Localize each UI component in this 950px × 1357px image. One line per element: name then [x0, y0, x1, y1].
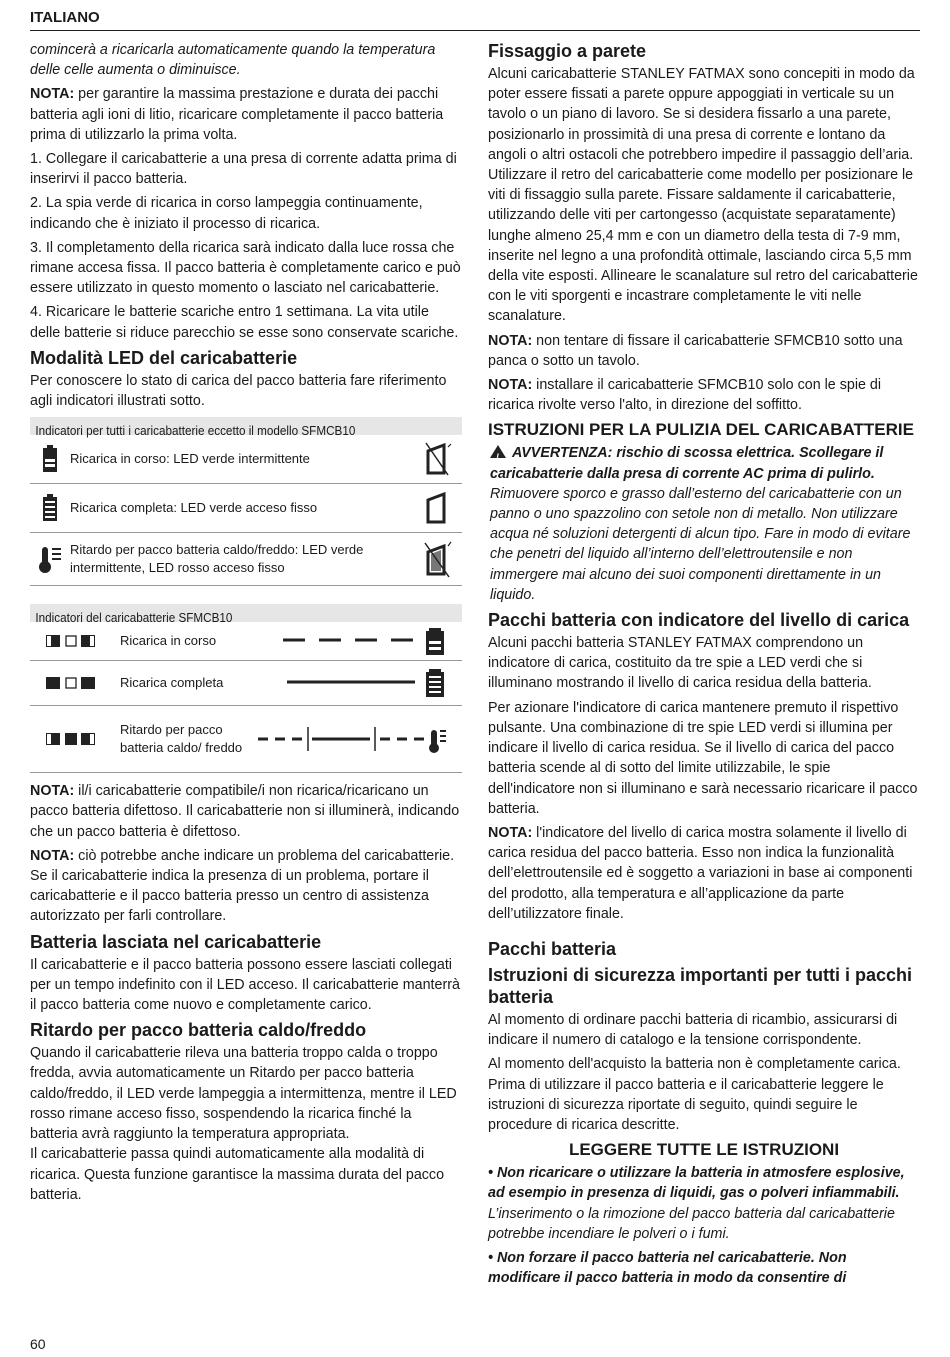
note-paragraph	[30, 781, 462, 842]
battery-charging-icon	[30, 445, 70, 473]
note-paragraph	[488, 375, 920, 415]
battery-full-icon	[30, 494, 70, 522]
note-text: ciò potrebbe anche indicare un problema del caricabatterie. Se il caricabatterie indica la presenza di un problema, portare il caricabatterie e il pacco batteria presso un centro di assistenza autorizzato per farli controllare.	[30, 847, 455, 925]
fuel-paragraph-1: Alcuni pacchi batteria STANLEY FATMAX comprendono un indicatore di carica, costituito da tre spie a LED verdi che si illuminano mostrando il livello di carica residua della batteria.	[488, 635, 872, 692]
warning-text: Rimuovere sporco e grasso dall’esterno del caricabatterie con un panno o uno spazzolino con setole non di metallo. Non utilizzare acqua né soluzioni detergenti di alcun tipo. Fare in modo di evitare che penetri del liquido all’interno dell’elettroutensile e non immergere mai alcuno dei suoi componenti direttamente in un liquido.	[490, 485, 911, 603]
row-label: Ricarica completa: LED verde acceso fisso	[70, 500, 318, 516]
right-column	[488, 40, 920, 1292]
note-label: NOTA:	[30, 783, 75, 800]
step-2: 2. La spia verde di ricarica in corso lampeggia continuamente, indicando che è iniziato il processo di ricarica.	[30, 195, 423, 232]
charger-blinking-icon	[412, 441, 462, 477]
note-label: NOTA:	[30, 847, 75, 864]
note-label: NOTA:	[30, 86, 75, 103]
purchase-paragraph: Al momento dell'acquisto la batteria non è completamente carica. Prima di utilizzare il pacco batteria e il caricabatterie leggere le istruzioni di sicurezza riportate di seguito, quindi seguire le procedure di ricarica descritte.	[488, 1056, 901, 1133]
row-label: Ricarica completa	[120, 675, 224, 691]
section-heading-cleaning: ISTRUZIONI PER LA PULIZIA DEL CARICABATTERIE	[488, 420, 914, 440]
fuel-paragraph-2: Per azionare l'indicatore di carica mantenere premuto il rispettivo pulsante. Una combinazione di tre spie LED verdi si illumina per indicare il livello di carica residua. Se il livello di carica del pacco batteria scende al di sotto del limite utilizzabile, le spie dell'indicatore non si illuminano e sarà necessario ricaricare il pacco batteria.	[488, 699, 918, 817]
step-1: 1. Collegare il caricabatterie a una presa di corrente adatta prima di inserirvi il pacco batteria.	[30, 151, 457, 188]
table-row	[30, 484, 462, 533]
led-lights-icon	[30, 675, 120, 691]
led-lights-icon	[30, 633, 120, 649]
led-paragraph: Per conoscere lo stato di carica del pacco batteria fare riferimento agli indicatori illustrati sotto.	[30, 372, 447, 410]
led-table-general	[30, 417, 462, 586]
table-row	[30, 706, 462, 773]
table-header: Indicatori del caricabatterie SFMCB10	[30, 604, 462, 622]
led-lights-icon	[30, 731, 120, 747]
note-text: per garantire la massima prestazione e durata dei pacchi batteria agli ioni di litio, ricaricare completamente il pacco batteria prima di utilizzarlo la prima volta.	[30, 86, 444, 143]
note-label: NOTA:	[488, 824, 533, 841]
step-3: 3. Il completamento della ricarica sarà indicato dalla luce rossa che rimane accesa fissa. Il pacco batteria è completamente carico e può essere utilizzato in questo momento o lasciato nel caricabatterie.	[30, 239, 461, 297]
bullet-item	[488, 1248, 920, 1288]
page-header	[30, 8, 920, 31]
row-label: Ricarica in corso	[120, 633, 217, 649]
table-row	[30, 435, 462, 484]
page-number: 60	[30, 1336, 46, 1352]
section-heading-read-all: LEGGERE TUTTE LE ISTRUZIONI	[568, 1140, 840, 1160]
note-text: l'indicatore del livello di carica mostra solamente il livello di carica residua del pacco batteria. Esso non indica la funzionalità dell’elettroutensile ed è soggetto a variazioni in base ai componenti del prodotto, alla temperatura e all’applicazione da parte dell’utilizzatore finale.	[488, 824, 913, 922]
section-heading-safety: Istruzioni di sicurezza importanti per tutti i pacchi batteria	[488, 964, 913, 1007]
language-label: ITALIANO	[30, 9, 100, 26]
bullet-label: • Non ricaricare o utilizzare la batteria in atmosfere esplosive, ad esempio in presenza di liquidi, gas o polveri infiammabili.	[488, 1165, 905, 1202]
blinking-pattern-icon	[250, 627, 462, 655]
delay-paragraph-2: Il caricabatterie passa quindi automaticamente alla modalità di ricarica. Questa funzione garantisce la massima durata del pacco batteria.	[30, 1146, 445, 1203]
order-paragraph: Al momento di ordinare pacchi batteria di ricambio, assicurarsi di indicare il numero di catalogo e la tensione corrispondente.	[488, 1011, 898, 1049]
note-paragraph	[30, 84, 462, 145]
warning-icon	[490, 445, 506, 458]
bullet-label: • Non forzare il pacco batteria nel caricabatterie. Non modificare il pacco batteria in modo da consentire di	[488, 1249, 847, 1287]
left-column	[30, 40, 462, 1209]
note-text: il/i caricabatterie compatibile/i non ricarica/ricaricano un pacco batteria difettoso. Il caricabatterie non si illuminerà, indicando che un pacco batteria è difettoso.	[30, 783, 460, 840]
section-heading-delay: Ritardo per pacco batteria caldo/freddo	[30, 1020, 367, 1041]
table-row	[30, 533, 462, 586]
delay-pattern-icon	[250, 722, 462, 756]
note-text: non tentare di fissare il caricabatterie SFMCB10 sotto una panca o sotto un tavolo.	[488, 332, 903, 369]
wall-paragraph: Alcuni caricabatterie STANLEY FATMAX sono concepiti in modo da poter essere fissati a parete oppure appoggiati in verticale su un tavolo o un piano di lavoro. Se si desidera fissarlo a una parete, posizionarlo in prossimità di una presa di corrente e lontano da angoli o altri ostacoli che potrebbero impedire il passaggio dell’aria. Utilizzare il retro del caricabatterie come modello per posizionare le viti di fissaggio sulla parete. Fissare saldamente il caricabatterie, utilizzando delle viti per cartongesso (acquistate separatamente) lunghe almeno 25,4 mm e con un diametro della testa di 7-9 mm, inserite nel legno a una profondità ottimale, lasciando circa 5,5 mm della vite esposti. Allineare le scanalature sul retro del caricabatterie con le viti sporgenti e incastrare completamente le viti nelle scanalature.	[488, 66, 918, 325]
section-heading-led: Modalità LED del caricabatterie	[30, 347, 298, 368]
note-label: NOTA:	[488, 332, 533, 349]
warning-paragraph	[488, 443, 920, 605]
step-4: 4. Ricaricare le batterie scariche entro 1 settimana. La vita utile delle batterie si riduce parecchio se esse sono conservate scariche.	[30, 304, 459, 341]
left-in-charger-paragraph: Il caricabatterie e il pacco batteria possono essere lasciati collegati per un tempo indefinito con il LED acceso. Il caricabatterie manterrà il pacco batteria come nuovo e completamente carico.	[30, 956, 460, 1014]
note-text: installare il caricabatterie SFMCB10 solo con le spie di ricarica rivolte verso l'alto, in direzione del soffitto.	[488, 377, 882, 414]
table-row	[30, 661, 462, 706]
intro-paragraph: comincerà a ricaricarla automaticamente quando la temperatura delle celle aumenta o diminuisce.	[30, 42, 436, 79]
note-paragraph	[488, 823, 920, 924]
table-header: Indicatori per tutti i caricabatterie eccetto il modello SFMCB10	[30, 417, 462, 435]
thermometer-battery-icon	[30, 544, 70, 574]
note-paragraph	[30, 846, 462, 927]
section-heading-fuel-gauge: Pacchi batteria con indicatore del livello di carica	[488, 610, 910, 631]
led-table-sfmcb10	[30, 604, 462, 773]
bullet-item	[488, 1163, 920, 1244]
delay-paragraph-1: Quando il caricabatterie rileva una batteria troppo calda o troppo fredda, avvia automaticamente un Ritardo per pacco batteria caldo/freddo, il LED verde lampeggia a intermittenza, mentre il LED rosso rimane acceso fisso, sospendendo la ricarica finché la batteria avrà raggiunto la temperatura appropriata.	[30, 1045, 457, 1143]
note-paragraph	[488, 331, 920, 371]
charger-hot-cold-icon	[412, 540, 462, 578]
row-label: Ricarica in corso: LED verde intermittente	[70, 451, 310, 467]
row-label: Ritardo per pacco batteria caldo/freddo: LED verde intermittente, LED rosso acceso fisso	[70, 542, 364, 576]
note-label: NOTA:	[488, 377, 533, 394]
bullet-text: L’inserimento o la rimozione del pacco batteria dal caricabatterie potrebbe incendiare le polveri o i fumi.	[488, 1205, 895, 1242]
section-heading-left-in-charger: Batteria lasciata nel caricabatterie	[30, 931, 322, 952]
warning-label: AVVERTENZA: rischio di scossa elettrica. Scollegare il caricabatterie dalla presa di corrente AC prima di pulirlo.	[490, 445, 884, 482]
solid-pattern-icon	[250, 668, 462, 698]
section-heading-battery-packs: Pacchi batteria	[488, 938, 617, 959]
row-label: Ritardo per pacco batteria caldo/ freddo	[120, 722, 243, 756]
table-row	[30, 622, 462, 661]
charger-solid-icon	[412, 490, 462, 526]
section-heading-wall: Fissaggio a parete	[488, 41, 647, 61]
